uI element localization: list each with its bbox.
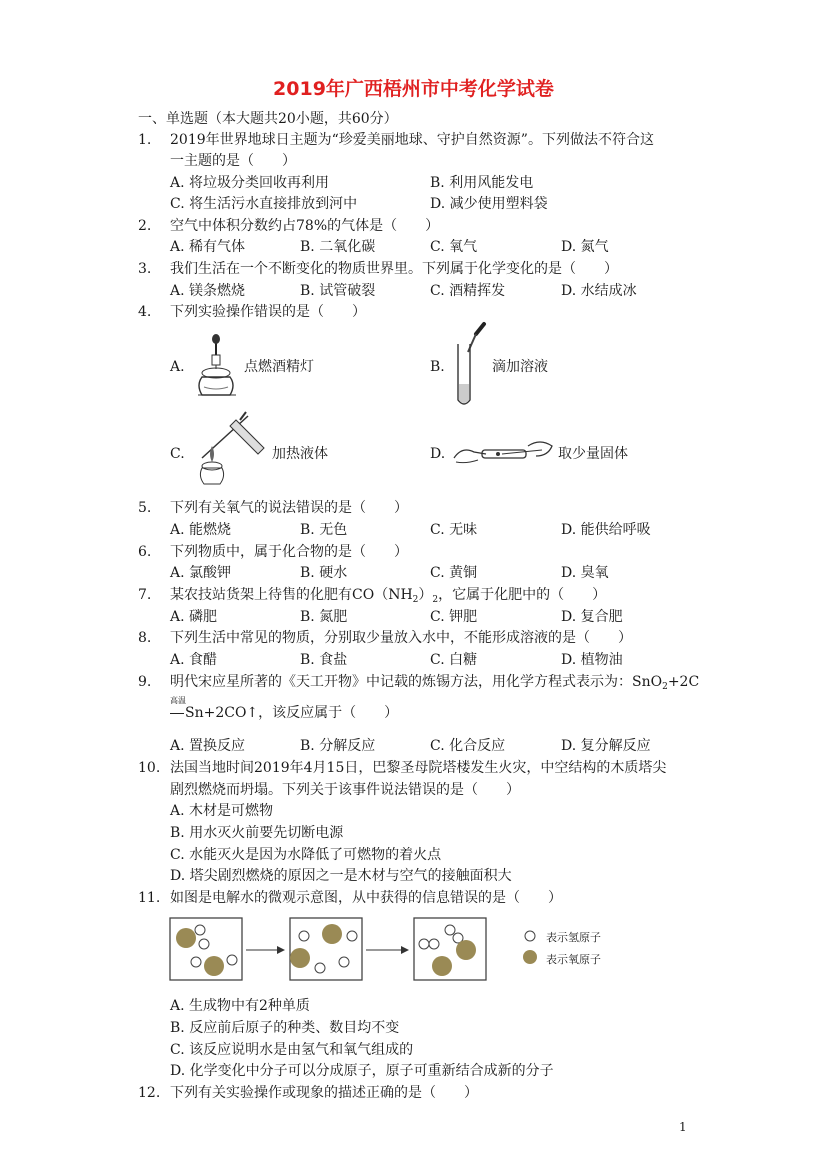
q9-equation-line <box>170 713 184 714</box>
q4-option-a-letter[interactable]: A. <box>170 359 185 375</box>
legend-hydrogen-label: 表示氢原子 <box>546 931 601 944</box>
q10-stem-line2: 剧烈燃烧而坍塌。下列关于该事件说法错误的是（ ） <box>170 782 520 798</box>
q2-option-a[interactable]: A. 稀有气体 <box>170 239 246 255</box>
q4-option-d-letter[interactable]: D. <box>430 446 446 462</box>
taking-solid-figure <box>452 436 556 470</box>
q9-stem-line1: 明代宋应星所著的《天工开物》中记载的炼锡方法，用化学方程式表示为：SnO$_2$+2C <box>170 674 700 692</box>
reactant-box <box>170 918 242 980</box>
alcohol-lamp-lighting-figure <box>192 333 244 405</box>
q10-number: 10. <box>138 760 161 776</box>
q9-option-c[interactable]: C. 化合反应 <box>430 738 506 754</box>
q3-option-c[interactable]: C. 酒精挥发 <box>430 283 506 299</box>
q9-option-a[interactable]: A. 置换反应 <box>170 738 246 754</box>
q10-option-d[interactable]: D. 塔尖剧烈燃烧的原因之一是木材与空气的接触面积大 <box>170 868 512 884</box>
q4-option-a-label: 点燃酒精灯 <box>244 359 314 375</box>
q12-stem: 下列有关实验操作或现象的描述正确的是（ ） <box>170 1085 478 1101</box>
q9-number: 9. <box>138 674 152 690</box>
q1-option-d[interactable]: D. 减少使用塑料袋 <box>430 196 548 212</box>
q6-option-d[interactable]: D. 臭氧 <box>561 565 609 581</box>
q11-number: 11. <box>138 890 161 906</box>
q6-number: 6. <box>138 544 152 560</box>
q11-option-c[interactable]: C. 该反应说明水是由氢气和氧气组成的 <box>170 1042 414 1058</box>
q3-number: 3. <box>138 261 152 277</box>
q7-option-d[interactable]: D. 复合肥 <box>561 609 623 625</box>
q6-option-c[interactable]: C. 黄铜 <box>430 565 478 581</box>
page-number: 1 <box>679 1120 687 1134</box>
heating-liquid-figure <box>190 410 270 490</box>
page-title: 2019年广西梧州市中考化学试卷 <box>273 78 554 100</box>
q3-option-d[interactable]: D. 水结成冰 <box>561 283 637 299</box>
legend-symbols <box>522 929 538 965</box>
q10-stem-line1: 法国当地时间2019年4月15日，巴黎圣母院塔楼发生火灾，中空结构的木质塔尖 <box>170 760 667 776</box>
q1-stem-line2: 一主题的是（ ） <box>170 153 296 169</box>
q8-option-c[interactable]: C. 白糖 <box>430 652 478 668</box>
electrolysis-diagram <box>168 914 508 984</box>
q9-option-d[interactable]: D. 复分解反应 <box>561 738 651 754</box>
q10-option-c[interactable]: C. 水能灭火是因为水降低了可燃物的着火点 <box>170 847 442 863</box>
q11-option-d[interactable]: D. 化学变化中分子可以分成原子，原子可重新结合成新的分子 <box>170 1063 554 1079</box>
q1-option-a[interactable]: A. 将垃圾分类回收再利用 <box>170 175 330 191</box>
q11-stem: 如图是电解水的微观示意图，从中获得的信息错误的是（ ） <box>170 890 562 906</box>
q4-option-d-label: 取少量固体 <box>558 446 628 462</box>
q11-option-b[interactable]: B. 反应前后原子的种类、数目均不变 <box>170 1020 400 1036</box>
hydrogen-legend-icon <box>525 931 535 941</box>
q9-stem-line2: Sn+2CO↑，该反应属于（ ） <box>185 705 399 721</box>
q4-number: 4. <box>138 304 152 320</box>
dropper-test-tube-figure <box>448 320 488 410</box>
q4-option-b-label: 滴加溶液 <box>492 359 548 375</box>
q2-option-b[interactable]: B. 二氧化碳 <box>300 239 376 255</box>
q12-number: 12. <box>138 1085 161 1101</box>
q3-option-a[interactable]: A. 镁条燃烧 <box>170 283 246 299</box>
q4-option-c-letter[interactable]: C. <box>170 446 185 462</box>
legend-oxygen-label: 表示氧原子 <box>546 953 601 966</box>
q7-option-c[interactable]: C. 钾肥 <box>430 609 478 625</box>
q9-reaction-condition: 高温 <box>170 696 186 705</box>
q5-option-a[interactable]: A. 能燃烧 <box>170 522 232 538</box>
q1-stem-line1: 2019年世界地球日主题为“珍爱美丽地球、守护自然资源”。下列做法不符合这 <box>170 132 654 148</box>
q8-stem: 下列生活中常见的物质，分别取少量放入水中，不能形成溶液的是（ ） <box>170 630 632 646</box>
q8-number: 8. <box>138 630 152 646</box>
q4-option-c-label: 加热液体 <box>272 446 328 462</box>
q11-option-a[interactable]: A. 生成物中有2种单质 <box>170 998 310 1014</box>
intermediate-box <box>290 918 362 980</box>
q4-option-b-letter[interactable]: B. <box>430 359 445 375</box>
q10-option-a[interactable]: A. 木材是可燃物 <box>170 803 274 819</box>
q8-option-d[interactable]: D. 植物油 <box>561 652 623 668</box>
q5-option-c[interactable]: C. 无味 <box>430 522 478 538</box>
q1-option-c[interactable]: C. 将生活污水直接排放到河中 <box>170 196 358 212</box>
oxygen-legend-icon <box>523 950 537 964</box>
q6-option-a[interactable]: A. 氯酸钾 <box>170 565 232 581</box>
q3-stem: 我们生活在一个不断变化的物质世界里。下列属于化学变化的是（ ） <box>170 261 618 277</box>
section-heading: 一、单选题（本大题共20小题，共60分） <box>138 111 398 127</box>
q7-number: 7. <box>138 587 152 603</box>
q2-stem: 空气中体积分数约占78%的气体是（ ） <box>170 218 440 234</box>
q9-option-b[interactable]: B. 分解反应 <box>300 738 376 754</box>
q1-number: 1. <box>138 132 152 148</box>
q1-option-b[interactable]: B. 利用风能发电 <box>430 175 534 191</box>
q7-option-b[interactable]: B. 氮肥 <box>300 609 348 625</box>
q4-stem: 下列实验操作错误的是（ ） <box>170 304 366 320</box>
q6-option-b[interactable]: B. 硬水 <box>300 565 348 581</box>
q8-option-b[interactable]: B. 食盐 <box>300 652 348 668</box>
product-box <box>414 918 486 980</box>
q2-option-c[interactable]: C. 氧气 <box>430 239 478 255</box>
q2-option-d[interactable]: D. 氮气 <box>561 239 609 255</box>
q3-option-b[interactable]: B. 试管破裂 <box>300 283 376 299</box>
q2-number: 2. <box>138 218 152 234</box>
q5-stem: 下列有关氧气的说法错误的是（ ） <box>170 500 408 516</box>
q5-option-b[interactable]: B. 无色 <box>300 522 348 538</box>
q7-option-a[interactable]: A. 磷肥 <box>170 609 218 625</box>
q7-stem: 某农技站货架上待售的化肥有$CO(NH_2)_2$，它属于化肥中的（ ） <box>170 587 607 605</box>
q8-option-a[interactable]: A. 食醋 <box>170 652 218 668</box>
q5-option-d[interactable]: D. 能供给呼吸 <box>561 522 651 538</box>
q10-option-b[interactable]: B. 用水灭火前要先切断电源 <box>170 825 344 841</box>
q6-stem: 下列物质中，属于化合物的是（ ） <box>170 544 408 560</box>
q5-number: 5. <box>138 500 152 516</box>
